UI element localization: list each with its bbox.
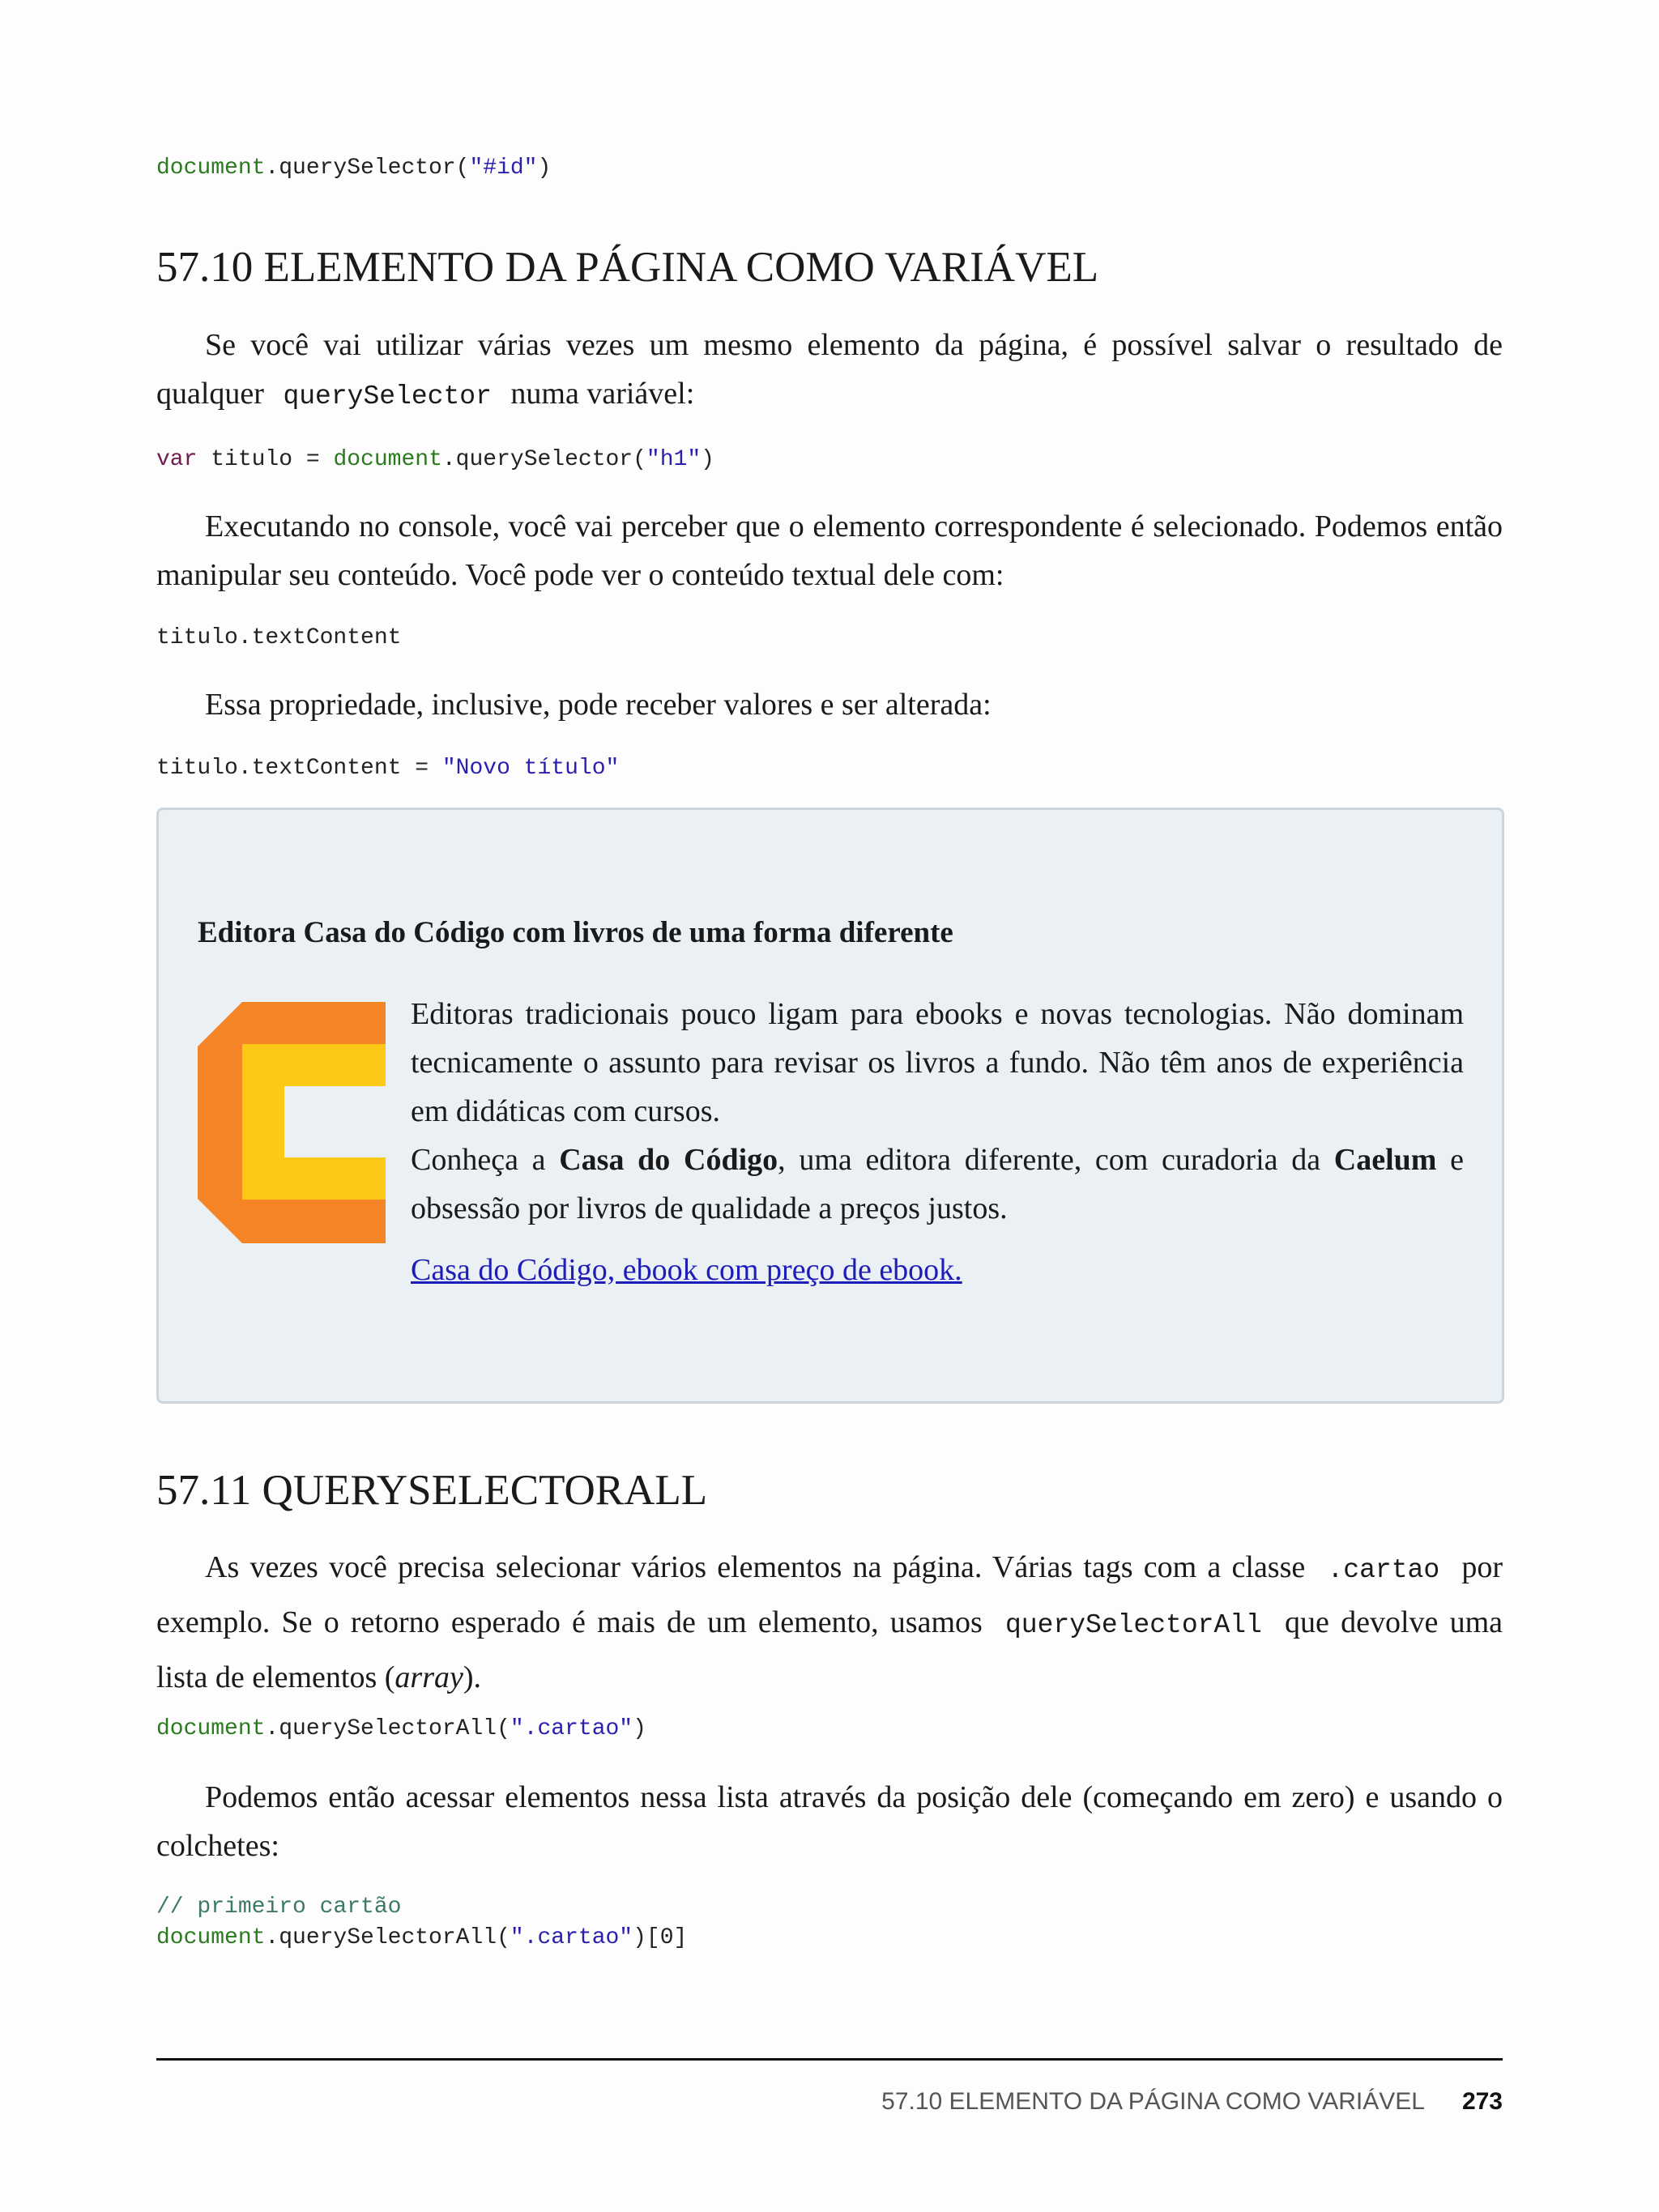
code-token: ) [633,1716,646,1741]
code-token: ) [537,156,552,181]
code-token: document [333,447,442,472]
code-token: titulo = [197,447,334,472]
code-token: .querySelector( [441,447,646,472]
text: que devolve uma lista de elementos ( [156,1605,1503,1694]
paragraph-property: Essa propriedade, inclusive, pode receber valores e ser alterada: [205,688,992,722]
code-token: .querySelectorAll( [265,1925,510,1950]
page-number: 273 [1461,2088,1503,2115]
code-textcontent: titulo.textContent [156,625,402,650]
code-token: )[0] [633,1925,688,1950]
code-token: "Novo título" [441,756,620,781]
promo-text-line [411,1136,1464,1233]
footer-divider [156,2058,1503,2061]
running-title: 57.10 ELEMENTO DA PÁGINA COMO VARIÁVEL [881,2088,1425,2115]
text: por exemplo. Se o retorno esperado é mais de um elemento, usamos [156,1550,1503,1639]
promo-text-line: Editoras tradicionais pouco ligam para ebooks e novas tecnologias. Não dominam tecnicamente o assunto para revisar os livros a fundo. Não têm anos de experiência em didáticas com cursos. [411,997,1464,1128]
paragraph-queryselectorall [156,1541,1503,1703]
code-query-selector-id [156,153,1503,184]
section-heading-57-10: 57.10 ELEMENTO DA PÁGINA COMO VARIÁVEL [156,244,1099,291]
code-token: "h1" [646,447,702,472]
code-textcontent-assign [156,753,1503,784]
code-token: document [156,156,266,181]
code-token: .querySelector( [265,156,470,181]
code-token: var [156,447,198,472]
code-token: ".cartao" [510,1925,633,1950]
section-heading-57-11: 57.11 QUERYSELECTORALL [156,1467,708,1514]
code-token: document [156,1716,266,1741]
paragraph-colchetes: Podemos então acessar elementos nessa lista através da posição dele (começando em zero) e usando o colchetes: [156,1780,1503,1863]
casa-do-codigo-logo-icon [198,1002,386,1243]
inline-code: .cartao [1327,1555,1440,1585]
inline-code: querySelector [283,381,492,411]
page-footer [881,2088,1503,2116]
text: ). [463,1660,482,1694]
code-first-card [156,1892,1503,1954]
text: numa variável: [510,377,695,411]
text: As vezes você precisa selecionar vários elementos na página. Várias tags com a classe [205,1550,1306,1584]
text: Conheça a [411,1143,560,1177]
inline-code: querySelectorAll [1005,1610,1262,1640]
casa-do-codigo-link[interactable]: Casa do Código, ebook com preço de ebook. [411,1253,962,1287]
code-var-titulo [156,445,1503,475]
text: Se você vai utilizar várias vezes um mesmo elemento da página, é possível salvar o resultado de qualquer [156,328,1503,411]
emphasis: array [394,1660,463,1694]
code-token: .querySelectorAll( [265,1716,510,1741]
paragraph-console: Executando no console, você vai perceber que o elemento correspondente é selecionado. Podemos então manipular seu conteúdo. Você pode ver o conteúdo textual dele com: [156,509,1503,592]
code-queryselectorall [156,1714,1503,1745]
brand-caelum: Caelum [1333,1143,1437,1177]
code-line [156,1923,1503,1954]
promo-title: Editora Casa do Código com livros de uma forma diferente [198,916,953,949]
code-token: ) [701,447,714,472]
code-token: titulo.textContent = [156,756,442,781]
code-token: document [156,1925,266,1950]
text: , uma editora diferente, com curadoria da [778,1143,1334,1177]
brand-casa-do-codigo: Casa do Código [559,1143,778,1177]
text: e obsessão por livros de qualidade a preços justos. [411,1143,1465,1225]
promo-text [411,990,1464,1233]
code-comment: // primeiro cartão [156,1894,402,1920]
promo-box [156,808,1504,1404]
paragraph-intro [156,321,1503,421]
code-token: "#id" [469,156,538,181]
code-token: ".cartao" [510,1716,633,1741]
